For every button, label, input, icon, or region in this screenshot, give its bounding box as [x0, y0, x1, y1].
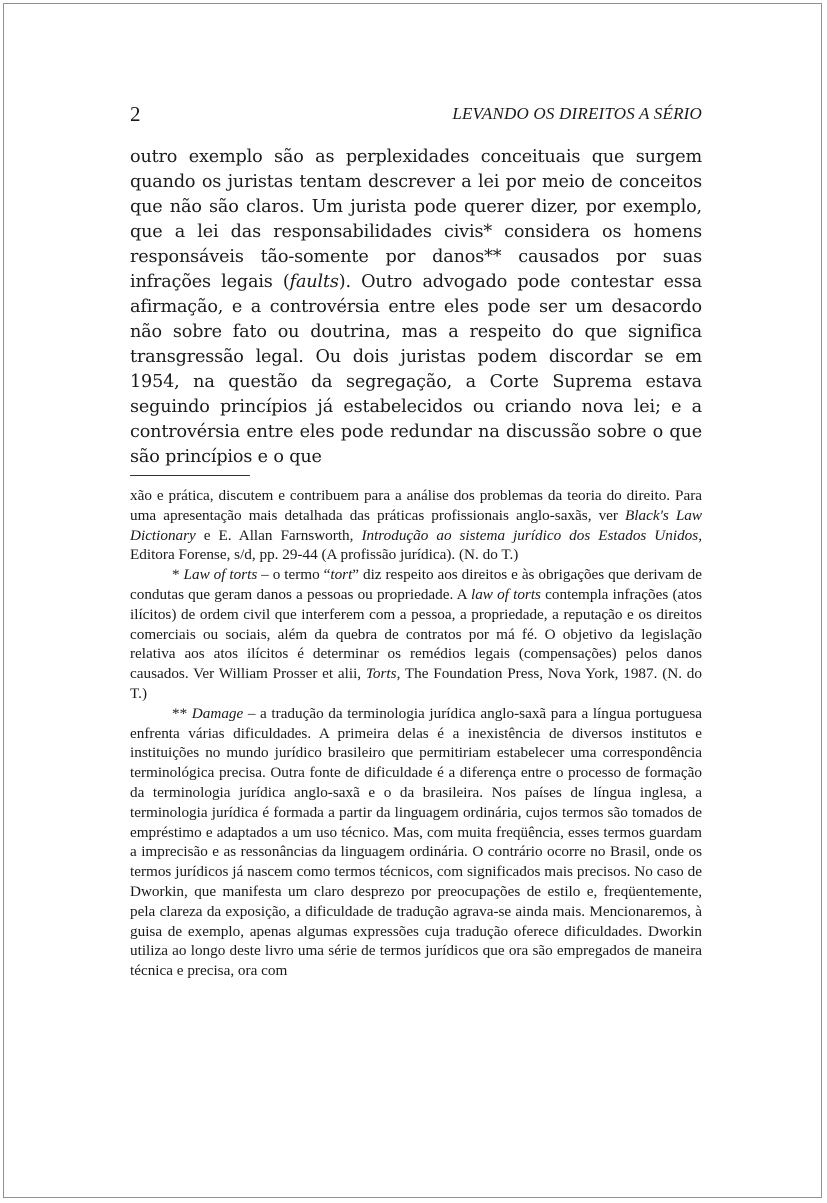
footnote-text: , Editora Forense, s/d, pp. 29-44 (A profissão jurídica). (N. do T.) — [130, 526, 702, 564]
page-number: 2 — [130, 102, 141, 126]
footnote-text: xão e prática, discutem e contribuem para a análise dos problemas da teoria do direito. Para uma apresentação mais detalhada das práticas profissionais anglo-saxãs, ver — [130, 487, 702, 524]
footnote-italic: Law of torts — [183, 566, 258, 584]
footnote-continued — [130, 486, 702, 565]
footnotes-block — [130, 486, 702, 981]
footnote-italic: Damage — [191, 704, 244, 722]
footnote-italic: Introdução ao sistema jurídico dos Estados Unidos — [361, 526, 699, 544]
footnote-italic: law of torts — [470, 585, 541, 603]
page-header — [130, 100, 702, 130]
footnote-text: – a tradução da terminologia jurídica anglo-saxã para a língua portuguesa enfrenta várias dificuldades. A primeira delas é a inexistência de diversos institutos e instituições no mundo jurídico brasileiro que permitiriam estabelecer uma correspondência terminológica precisa. Outra fonte de dificuldade é a diferença entre o processo de formação da terminologia jurídica anglo-saxã e o da brasileira. Nos países de língua inglesa, a terminologia jurídica é formada a partir da linguagem ordinária, cujos termos são tomados de empréstimo e adaptados a um uso técnico. Mas, com muita freqüência, esses termos guardam a imprecisão e as ressonâncias da linguagem ordinária. O contrário ocorre no Brasil, onde os termos jurídicos já nascem como termos técnicos, com significados mais precisos. No caso de Dworkin, que manifesta um claro desprezo por preocupações de estilo e, freqüentemente, pela clareza da exposição, a dificuldade de tradução agrava-se ainda mais. Mencionaremos, à guisa de exemplo, apenas algumas expressões cuja tradução oferece dificuldades. Dworkin utiliza ao longo deste livro uma série de termos jurídicos que ora são empregados de maneira técnica e precisa, ora com — [130, 704, 703, 980]
footnote-law-of-torts — [130, 565, 702, 704]
footnote-marker: ** — [172, 704, 192, 722]
footnote-text: e E. Allan Farnsworth, — [195, 526, 362, 544]
body-text-part: ). Outro advogado pode contestar essa afirmação, e a controvérsia entre eles pode ser um desacordo não sobre fato ou doutrina, mas a respeito do que significa transgressão legal. Ou dois juristas podem discordar se em 1954, na questão da segregação, a Corte Suprema estava seguindo princípios já estabelecidos ou criando nova lei; e a controvérsia entre eles pode redundar na discussão sobre o que são princípios e o que — [130, 272, 702, 467]
footnote-italic: Black's Law Dictionary — [130, 506, 703, 544]
body-text-part: outro exemplo são as perplexidades conceituais que surgem quando os juristas tentam descrever a lei por meio de conceitos que não são claros. Um jurista pode querer dizer, por exemplo, que a lei das responsabilidades civis* considera os homens responsáveis tão-somente por danos** causados por suas infrações legais ( — [130, 147, 702, 292]
footnote-separator — [130, 475, 250, 476]
footnote-text: , The Foundation Press, Nova York, 1987. (N. do T.) — [130, 665, 702, 702]
running-head: LEVANDO OS DIREITOS A SÉRIO — [452, 104, 702, 123]
footnote-damage — [130, 704, 702, 981]
body-paragraph — [130, 145, 702, 470]
footnote-text: contempla infrações (atos ilícitos) de ordem civil que interferem com a pessoa, a propriedade, a reputação e os direitos comerciais ou sociais, além da quebra de contratos por má fé. O objetivo da legislação relativa aos atos ilícitos é determinar os remédios legais (compensações) pelos danos causados. Ver William Prosser et alii, — [130, 585, 702, 683]
footnote-italic: Torts — [365, 665, 397, 683]
footnote-text: – o termo “ — [257, 566, 331, 584]
body-italic-term: faults — [289, 272, 339, 292]
footnote-italic: tort — [330, 566, 353, 584]
footnote-text: ” diz respeito aos direitos e às obrigações que derivam de condutas que geram danos a pessoas ou propriedade. A — [130, 566, 703, 603]
footnote-marker: * — [172, 566, 184, 584]
